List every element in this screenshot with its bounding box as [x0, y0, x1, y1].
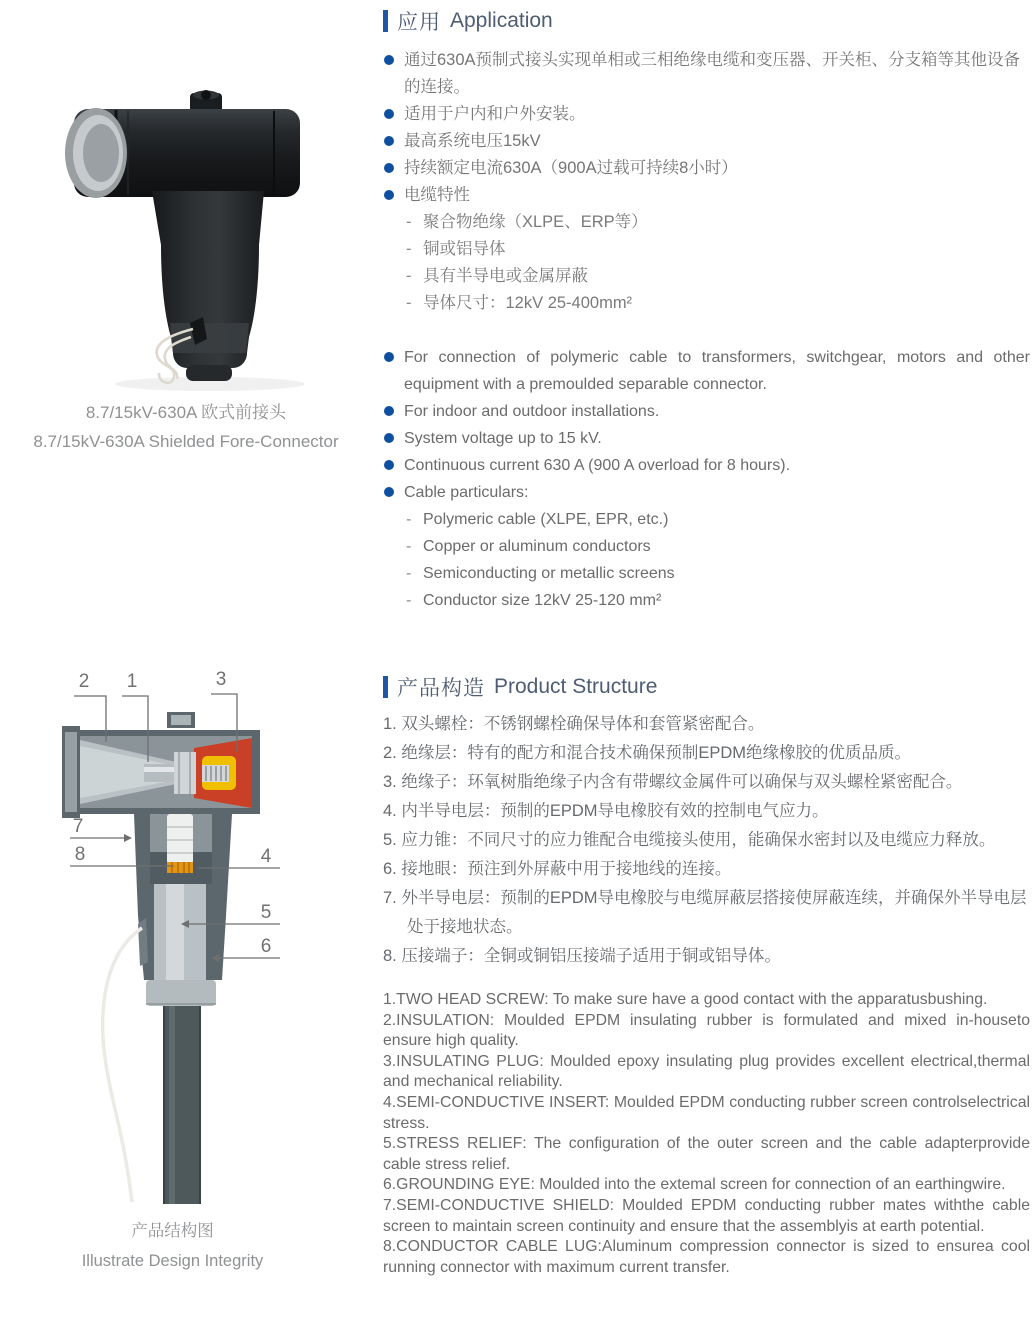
- list-item: [383, 479, 1030, 506]
- diagram-callout-2: 2: [78, 671, 90, 692]
- bullet-text: For connection of polymeric cable to transformers, switchgear, motors and other equipment with a premoulded separable connector.: [404, 349, 1030, 393]
- cable-lug: [167, 814, 193, 873]
- list-item: [383, 128, 1030, 155]
- list-item: [383, 452, 1030, 479]
- sub-list-item: [383, 290, 1030, 317]
- dash-icon: -: [406, 267, 412, 285]
- dash-icon: -: [406, 294, 412, 312]
- content-column: [383, 0, 1030, 1344]
- list-item: [383, 101, 1030, 128]
- structure-title-en: Product Structure: [494, 675, 658, 698]
- cable: [164, 1006, 200, 1204]
- structure-item-en: 5.STRESS RELIEF: The configuration of the outer screen and the cable adapterprovide cable stress relief.: [383, 1135, 1030, 1173]
- bullet-text: 电缆特性: [404, 186, 470, 204]
- sub-text: Conductor size 12kV 25-120 mm²: [423, 592, 662, 609]
- accent-bar-icon: [383, 676, 388, 698]
- dash-icon: -: [406, 240, 412, 258]
- fore-connector-photo: [40, 85, 360, 395]
- structure-item: 7. 外半导电层：预制的EPDM导电橡胶与电缆屏蔽层搭接使屏蔽连续，并确保外半导电层处于接地状态。: [383, 889, 1027, 936]
- bullet-icon: [384, 406, 394, 416]
- test-cap: [167, 712, 195, 728]
- diagram-callout-1: 1: [126, 671, 138, 692]
- structure-header: [383, 672, 657, 702]
- sub-text: Copper or aluminum conductors: [423, 538, 651, 555]
- application-en-list: [383, 344, 1030, 614]
- diagram-callout-6: 6: [260, 936, 272, 957]
- sub-list-item: [383, 533, 1030, 560]
- list-item: [383, 47, 1030, 101]
- diagram-callout-4: 4: [260, 846, 272, 867]
- diagram-caption: [0, 1216, 345, 1276]
- sub-list-item: [383, 263, 1030, 290]
- structure-item-en: 4.SEMI-CONDUCTIVE INSERT: Moulded EPDM conducting rubber screen controlselectrical stress.: [383, 1093, 1030, 1132]
- sub-text: 铜或铝导体: [423, 240, 506, 258]
- diagram-callout-8: 8: [74, 844, 86, 865]
- bullet-icon: [384, 55, 394, 65]
- sub-text: Polymeric cable (XLPE, EPR, etc.): [423, 511, 669, 528]
- diagram-caption-en: Illustrate Design Integrity: [81, 1252, 264, 1270]
- structure-item-en: 3.INSULATING PLUG: Moulded epoxy insulating plug provides excellent electrical,thermal and mechanical reliability.: [383, 1052, 1030, 1091]
- dash-icon: -: [406, 511, 412, 528]
- structure-item-en: 1.TWO HEAD SCREW: To make sure have a good contact with the apparatusbushing.: [383, 991, 988, 1008]
- bullet-text: 通过630A预制式接头实现单相或三相绝缘电缆和变压器、开关柜、分支箱等其他设备的连接。: [404, 51, 1021, 96]
- bullet-icon: [384, 433, 394, 443]
- structure-item: 2. 绝缘层：特有的配方和混合技术确保预制EPDM绝缘橡胶的优质品质。: [383, 744, 912, 762]
- photo-caption-cn: 8.7/15kV-630A 欧式前接头: [85, 403, 287, 422]
- structure-item: 3. 绝缘子：环氧树脂绝缘子内含有带螺纹金属件可以确保与双头螺栓紧密配合。: [383, 773, 963, 791]
- list-item: [383, 155, 1030, 182]
- structure-item-en: 6.GROUNDING EYE: Moulded into the extemal screen for connection of an earthingwire.: [383, 1176, 1006, 1194]
- structure-item: 1. 双头螺栓：不锈钢螺栓确保导体和套管紧密配合。: [383, 715, 765, 733]
- structure-item-en: 2.INSULATION: Moulded EPDM insulating rubber is formulated and mixed in-houseto ensure high quality.: [383, 1011, 1030, 1050]
- structure-item: 5. 应力锥：不同尺寸的应力锥配合电缆接头使用，能确保水密封以及电缆应力释放。: [383, 831, 996, 849]
- dash-icon: -: [406, 213, 412, 231]
- structure-diagram: [48, 666, 338, 1211]
- list-item: [383, 398, 1030, 425]
- connector-opening: [65, 108, 127, 198]
- bullet-icon: [384, 190, 394, 200]
- sub-list-item: [383, 560, 1030, 587]
- structure-item: 6. 接地眼：预注到外屏蔽中用于接地线的连接。: [383, 860, 732, 878]
- structure-item: 4. 内半导电层：预制的EPDM导电橡胶有效的控制电气应力。: [383, 802, 829, 820]
- sub-list-item: [383, 236, 1030, 263]
- sub-list-item: [383, 209, 1030, 236]
- bullet-text: Cable particulars:: [404, 484, 529, 501]
- sub-text: 导体尺寸：12kV 25-400mm²: [423, 294, 633, 312]
- structure-cn-list: [383, 710, 1030, 971]
- dash-icon: -: [406, 538, 412, 555]
- sub-text: Semiconducting or metallic screens: [423, 565, 675, 582]
- application-header: [383, 6, 553, 36]
- bullet-text: 最高系统电压15kV: [404, 132, 541, 150]
- application-title-en: Application: [450, 9, 553, 32]
- sub-list-item: [383, 587, 1030, 614]
- application-title-cn: 应用: [397, 11, 441, 34]
- structure-item-en: 8.CONDUCTOR CABLE LUG:Aluminum compression connector is sized to ensurea cool running connector with maximum current transfer.: [383, 1238, 1030, 1276]
- sub-text: 聚合物绝缘（XLPE、ERP等）: [423, 213, 648, 231]
- product-photo: [40, 85, 360, 400]
- structure-en-list: [383, 990, 1030, 1278]
- bullet-text: System voltage up to 15 kV.: [404, 430, 602, 447]
- bullet-icon: [384, 163, 394, 173]
- diagram-caption-cn: 产品结构图: [131, 1222, 214, 1240]
- list-item: [383, 182, 1030, 209]
- list-item: [383, 344, 1030, 398]
- diagram-callout-7: 7: [72, 816, 84, 837]
- structure-item-en: 7.SEMI-CONDUCTIVE SHIELD: Moulded EPDM conducting rubber mates withthe cable screen to maintain screen continuity and ensure that the assemblyis at earth potential.: [383, 1196, 1030, 1235]
- bullet-icon: [384, 352, 394, 362]
- bullet-icon: [384, 109, 394, 119]
- bullet-icon: [384, 136, 394, 146]
- threaded-insert: [202, 756, 236, 790]
- structure-item: 8. 压接端子：全铜或铜铝压接端子适用于铜或铝导体。: [383, 947, 781, 965]
- cross-section: [48, 666, 338, 1206]
- dash-icon: -: [406, 592, 412, 609]
- sub-list-item: [383, 506, 1030, 533]
- bullet-text: 适用于户内和户外安装。: [404, 105, 586, 123]
- diagram-callout-5: 5: [260, 902, 272, 923]
- application-cn-list: [383, 47, 1030, 317]
- diagram-callout-3: 3: [215, 669, 227, 690]
- bullet-text: 持续额定电流630A（900A过载可持续8小时）: [404, 159, 738, 177]
- sub-text: 具有半导电或金属屏蔽: [423, 267, 588, 285]
- structure-title-cn: 产品构造: [397, 677, 485, 700]
- earth-wire: [103, 928, 142, 1202]
- photo-caption-en: 8.7/15kV-630A Shielded Fore-Connector: [33, 432, 339, 451]
- dash-icon: -: [406, 565, 412, 582]
- bullet-icon: [384, 487, 394, 497]
- bullet-text: For indoor and outdoor installations.: [404, 403, 660, 420]
- accent-bar-icon: [383, 10, 388, 32]
- bullet-text: Continuous current 630 A (900 A overload for 8 hours).: [404, 457, 791, 474]
- bullet-icon: [384, 460, 394, 470]
- list-item: [383, 425, 1030, 452]
- photo-caption: [0, 398, 372, 456]
